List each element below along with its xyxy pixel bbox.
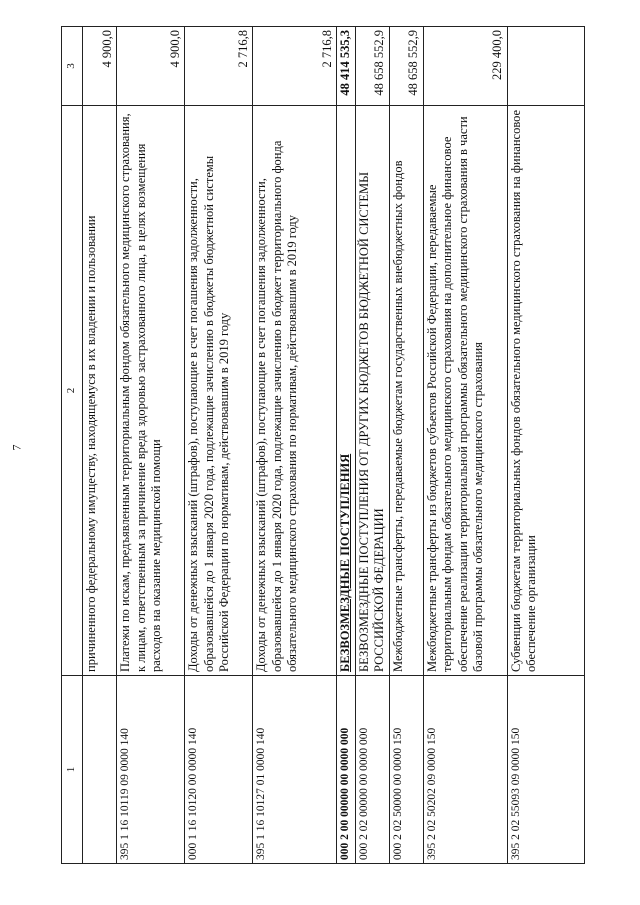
header-col-3: 3: [62, 27, 83, 106]
row-name: БЕЗВОЗМЕЗДНЫЕ ПОСТУПЛЕНИЯ ОТ ДРУГИХ БЮДЖЕТОВ БЮДЖЕТНОЙ СИСТЕМЫ РОССИЙСКОЙ ФЕДЕРАЦИИ: [355, 106, 389, 676]
budget-table-rotated: [61, 27, 585, 864]
row-amount: 229 400,0: [423, 27, 507, 106]
table-row: [355, 27, 389, 864]
row-amount: 2 716,8: [185, 27, 253, 106]
row-code: 000 2 00 00000 00 0000 000: [337, 676, 356, 864]
row-name: Доходы от денежных взысканий (штрафов), поступающие в счет погашения задолженности, образовавшейся до 1 января 2020 года, подлежащие зачислению в бюджет территориального фонда обязательного медицинского страхования по нормативам, действовавшим в 2019 году: [253, 106, 337, 676]
page-number: 7: [9, 444, 24, 451]
row-amount: 4 900,0: [83, 27, 117, 106]
table-row: [253, 27, 337, 864]
table-row: [389, 27, 423, 864]
row-amount: 4 900,0: [117, 27, 185, 106]
table-row: [117, 27, 185, 864]
row-name: Межбюджетные трансферты из бюджетов субъектов Российской Федерации, передаваемые территориальным фондам обязательного медицинского страхования на дополнительное финансовое обеспечение реализации территориальной программы обязательного медицинского страхования в части базовой программы обязательного медицинского страхования: [423, 106, 507, 676]
table-row: [337, 27, 356, 864]
row-amount: 48 658 552,9: [389, 27, 423, 106]
table-row: [423, 27, 507, 864]
row-name: Субвенции бюджетам территориальных фондов обязательного медицинского страхования на финансовое обеспечение организации: [507, 106, 585, 676]
row-name: БЕЗВОЗМЕЗДНЫЕ ПОСТУПЛЕНИЯ: [337, 106, 356, 676]
row-amount: 48 658 552,9: [355, 27, 389, 106]
row-amount: 48 414 535,3: [337, 27, 356, 106]
table-header-row: [62, 27, 83, 864]
row-amount: [507, 27, 585, 106]
row-amount: 2 716,8: [253, 27, 337, 106]
row-name: Межбюджетные трансферты, передаваемые бюджетам государственных внебюджетных фондов: [389, 106, 423, 676]
row-name: Доходы от денежных взысканий (штрафов), поступающие в счет погашения задолженности, образовавшейся до 1 января 2020 года, подлежащие зачислению в бюджеты бюджетной системы Российской Федерации по нормативам, действовавшим в 2019 году: [185, 106, 253, 676]
header-col-1: 1: [62, 676, 83, 864]
header-col-2: 2: [62, 106, 83, 676]
row-code: [83, 676, 117, 864]
row-code: 395 1 16 10127 01 0000 140: [253, 676, 337, 864]
row-name: причиненного федеральному имуществу, находящемуся в их владении и пользовании: [83, 106, 117, 676]
budget-table-body: [62, 27, 585, 864]
row-code: 395 1 16 10119 09 0000 140: [117, 676, 185, 864]
row-code: 000 2 02 00000 00 0000 000: [355, 676, 389, 864]
table-row: [83, 27, 117, 864]
budget-table: [61, 26, 585, 864]
row-code: 000 1 16 10120 00 0000 140: [185, 676, 253, 864]
table-row: [507, 27, 585, 864]
row-code: 395 2 02 55093 09 0000 150: [507, 676, 585, 864]
row-code: 000 2 02 50000 00 0000 150: [389, 676, 423, 864]
row-name: Платежи по искам, предъявленным территориальным фондом обязательного медицинского страхования, к лицам, ответственным за причинение вреда здоровью застрахованного лица, в целях возмещения расходов на оказание медицинской помощи: [117, 106, 185, 676]
table-row: [185, 27, 253, 864]
row-code: 395 2 02 50202 09 0000 150: [423, 676, 507, 864]
